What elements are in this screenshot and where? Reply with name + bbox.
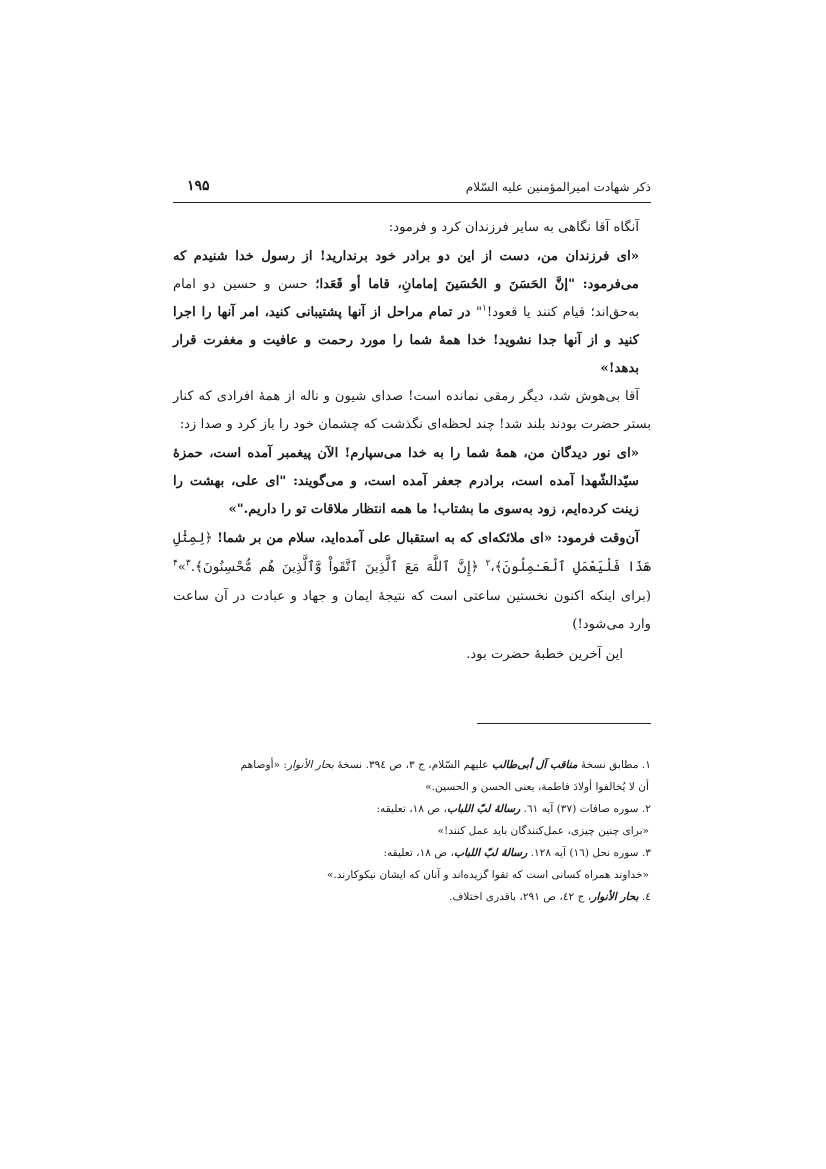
- main-text: [173, 214, 651, 670]
- footnote-rule: [477, 723, 651, 724]
- paragraph-1: آنگاه آقا نگاهی به سایر فرزندان کرد و فرمود:: [388, 220, 639, 235]
- footnotes: [173, 754, 651, 908]
- footnote-1-part-b: علیهم السّلام، ج ۳، ص ۳۹٤. نسخهٔ: [337, 759, 489, 771]
- footnote-2-part-a: ۲. سوره صافات (۳۷) آیه ٦۱.: [523, 803, 651, 815]
- quote-2: [173, 440, 651, 524]
- footnote-1-title-2: بحار الأنوار: [286, 759, 334, 771]
- footnote-ref-3: ۳: [185, 558, 191, 569]
- footnote-ref-1: ۱: [482, 303, 487, 314]
- footnote-ref-2: ۲: [485, 558, 491, 569]
- footnote-4-title: بحار الأنوار: [591, 891, 639, 903]
- footnote-3: [173, 842, 651, 864]
- closing-line: این آخرین خطبهٔ حضرت بود.: [466, 646, 623, 662]
- paragraph-3-intro: آن‌وقت فرمود: «ای ملائکه‌ای که به استقبال علی آمده‌اید، سلام من بر شما!: [217, 530, 639, 546]
- verse-2: ﴿إِنَّ ٱللَّهَ مَعَ ٱلَّذِينَ ٱتَّقَواْ وَّٱلَّذِينَ هُم مُّحْسِنُونَ﴾: [194, 559, 479, 575]
- footnote-3-title: رسالهٔ لبّ اللباب: [453, 847, 528, 859]
- quote-1-part-a: «ای فرزندان من، دست از این دو برادر خود برندارید! از رسول خدا شنیدم که می‌فرمود: "إنَّ الحَسَنَ و الحُسَینَ إمامانِ، قاما أو قَعَدا؛: [173, 248, 639, 292]
- footnote-1-line-2: أن لا یُخالفوا أولادَ فاطمة، یعنی الحسن و الحسین.»: [425, 781, 649, 793]
- footnote-1: [173, 754, 651, 776]
- footnote-4: [173, 886, 651, 908]
- footnote-3-part-a: ۳. سوره نحل (۱٦) آیه ۱۲۸.: [530, 847, 651, 859]
- paragraph-3-explanation: (برای اینکه اکنون نخستین ساعتی است که نتیجهٔ ایمان و جهاد و عبادت در آن ساعت وارد می‌شود!): [173, 588, 651, 632]
- quote-1: [173, 243, 651, 383]
- quote-3-close: »: [177, 560, 186, 575]
- footnote-4-part-a: ٤.: [641, 891, 651, 903]
- quote-1-close: ": [475, 304, 483, 320]
- verse-1: ﴿لِمِثْلِ هَذَا فَلْيَعْمَلِ ٱلْعَـٰمِلُونَ﴾: [173, 529, 651, 575]
- paragraph-3: آن‌وقت فرمود: «ای ملائکه‌ای که به استقبال علی آمده‌اید، سلام من بر شما! ﴿لِمِثْلِ هَذَا فَلْيَعْمَلِ ٱلْعَـٰمِلُونَ﴾،$^۲$ ﴿إِنَّ ٱللَّهَ مَعَ ٱلَّذِينَ ٱتَّقَواْ وَّٱلَّذِينَ هُم مُّحْسِنُونَ﴾.$^۳$»$^۴$ (برای اینکه اکنون نخستین ساعتی است که نتیجهٔ ایمان و جهاد و عبادت در آن ساعت وارد می‌شود!): [173, 529, 651, 632]
- footnote-2: [173, 798, 651, 820]
- page-number: ۱۹۵: [187, 178, 210, 194]
- footnote-1-title: مناقب آل أبی‌طالب: [491, 759, 578, 771]
- footnote-ref-4: ۴: [173, 558, 178, 569]
- footnote-4-part-b: ، ج ٤۲، ص ۲۹۱، باقدری اختلاف.: [449, 891, 592, 903]
- quote-2-text: «ای نور دیدگان من، همهٔ شما را به خدا می‌سپارم! الآن پیغمبر آمده است، حمزهٔ سیّدالشّهدا آمده است، برادرم جعفر آمده است، و می‌گویند: "ای علی، بهشت را زینت کرده‌ایم، زود به‌سوی ما بشتاب! ما همه انتظار ملاقات تو را داریم."»: [173, 445, 639, 517]
- footnote-3-line-2: «خداوند همراه کسانی است که تقوا گزیده‌اند و آنان که ایشان نیکوکارند.»: [326, 869, 649, 881]
- quote-1-part-c: در تمام مراحل از آنها پشتیبانی کنید، امر آنها را اجرا کنید و از آنها جدا نشوید! خدا همهٔ شما را مورد رحمت و عافیت و مغفرت قرار بدهد!»: [173, 304, 639, 376]
- header-rule: [173, 202, 651, 203]
- footnote-1-part-a: ۱. مطابق نسخهٔ: [580, 759, 651, 771]
- quote-1-translation: حسن و حسین دو امام به‌حق‌اند؛ قیام کنند یا قعود!: [173, 276, 639, 320]
- footnote-3-part-b: ، ص ۱۸، تعلیقه:: [383, 847, 454, 859]
- page-header: [173, 178, 651, 202]
- footnote-2-title: رسالهٔ لبّ اللباب: [446, 803, 521, 815]
- footnote-2-line-2: «برای چنین چیزی، عمل‌کنندگان باید عمل کنند!»: [437, 825, 649, 837]
- book-page: [173, 170, 651, 930]
- footnote-2-part-b: ، ص ۱۸، تعلیقه:: [376, 803, 447, 815]
- footnote-1-part-c: : «أوصاهم: [240, 759, 287, 771]
- paragraph-2: آقا بی‌هوش شد، دیگر رمقی نمانده است! صدای شیون و ناله از همهٔ افرادی که کنار بستر حضرت بودند بلند شد! چند لحظه‌ای نگذشت که چشمان خود را باز کرد و صدا زد:: [173, 388, 651, 432]
- running-title: ذکر شهادت امیرالمؤمنین علیه السّلام: [465, 180, 651, 194]
